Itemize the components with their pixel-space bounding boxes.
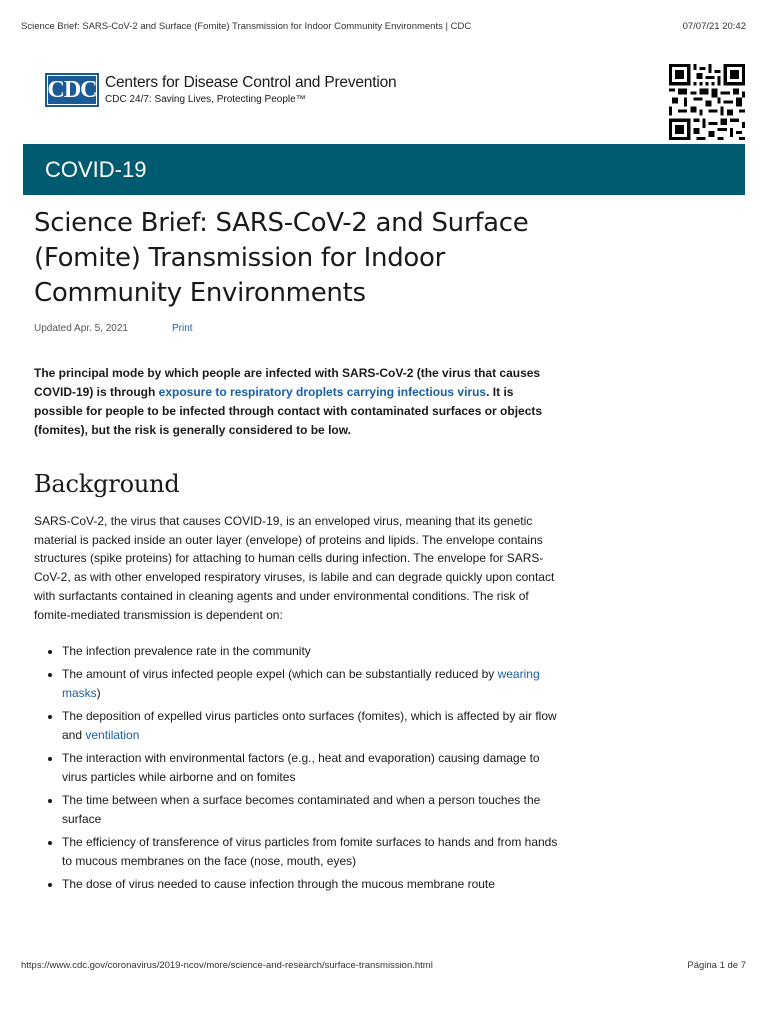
cdc-logo[interactable] [45,73,396,107]
list-item: • The time between when a surface becomes contaminated and when a person touches the surface [62,791,564,828]
list-item: • The efficiency of transference of virus particles from fomite surfaces to hands and from hands to mucous membranes on the face (nose, mouth, eyes) [62,833,564,870]
print-footer [21,960,746,971]
list-item: • The interaction with environmental factors (e.g., heat and evaporation) causing damage to virus particles while airborne and on fomites [62,749,564,786]
qr-code-icon [669,64,745,140]
background-heading: Background [34,470,180,498]
background-paragraph: SARS-CoV-2, the virus that causes COVID-19, is an enveloped virus, meaning that its genetic material is packed inside an outer layer (envelope) of proteins and lipids. The envelope contains structures (spike proteins) for attaching to human cells during infection. The envelope for SARS-CoV-2, as with other enveloped respiratory viruses, is labile and can degrade quickly upon contact with surfactants contained in cleaning agents and under environmental conditions. The risk of fomite-mediated transmission is dependent on: [34,514,555,622]
risk-factors-list [34,642,564,893]
org-name: Centers for Disease Control and Prevention [105,74,397,92]
list-item: • The dose of virus needed to cause infection through the mucous membrane route [62,875,564,894]
page-title: Science Brief: SARS-CoV-2 and Surface (Fomite) Transmission for Indoor Community Environments [34,208,529,308]
cdc-logo-mark: CDC [45,73,99,107]
article-meta [34,323,564,334]
covid-banner[interactable] [23,144,745,195]
print-header-title: Science Brief: SARS-CoV-2 and Surface (Fomite) Transmission for Indoor Community Environments | CDC [21,21,472,32]
updated-date: Updated Apr. 5, 2021 [34,323,128,334]
print-link[interactable]: Print [171,323,193,334]
page-url: https://www.cdc.gov/coronavirus/2019-ncov/more/science-and-research/surface-transmission.html [21,960,433,971]
respiratory-droplets-link[interactable]: exposure to respiratory droplets carrying infectious virus [158,385,487,399]
ventilation-link[interactable]: ventilation [85,728,140,743]
print-header-datetime: 07/07/21 20:42 [682,21,746,32]
covid-banner-label[interactable]: COVID-19 [45,156,147,182]
list-item: • The amount of virus infected people expel (which can be substantially reduced by wearing masks) [62,665,564,702]
article [34,206,564,898]
org-tagline: CDC 24/7: Saving Lives, Protecting People™ [105,93,306,105]
wearing-masks-link[interactable]: wearing masks [62,667,540,701]
print-header [21,21,746,32]
list-item: • The infection prevalence rate in the community [62,642,564,661]
lead-paragraph: The principal mode by which people are infected with SARS-CoV-2 (the virus that causes COVID-19) is through exposure to respiratory droplets carrying infectious virus. It is possible for people to be infected through contact with contaminated surfaces or objects (fomites), but the risk is generally considered to be low. [34,366,543,437]
masthead [23,62,745,144]
page-number: Página 1 de 7 [687,960,746,971]
list-item: • The deposition of expelled virus particles onto surfaces (fomites), which is affected by air flow and ventilation [62,707,564,744]
